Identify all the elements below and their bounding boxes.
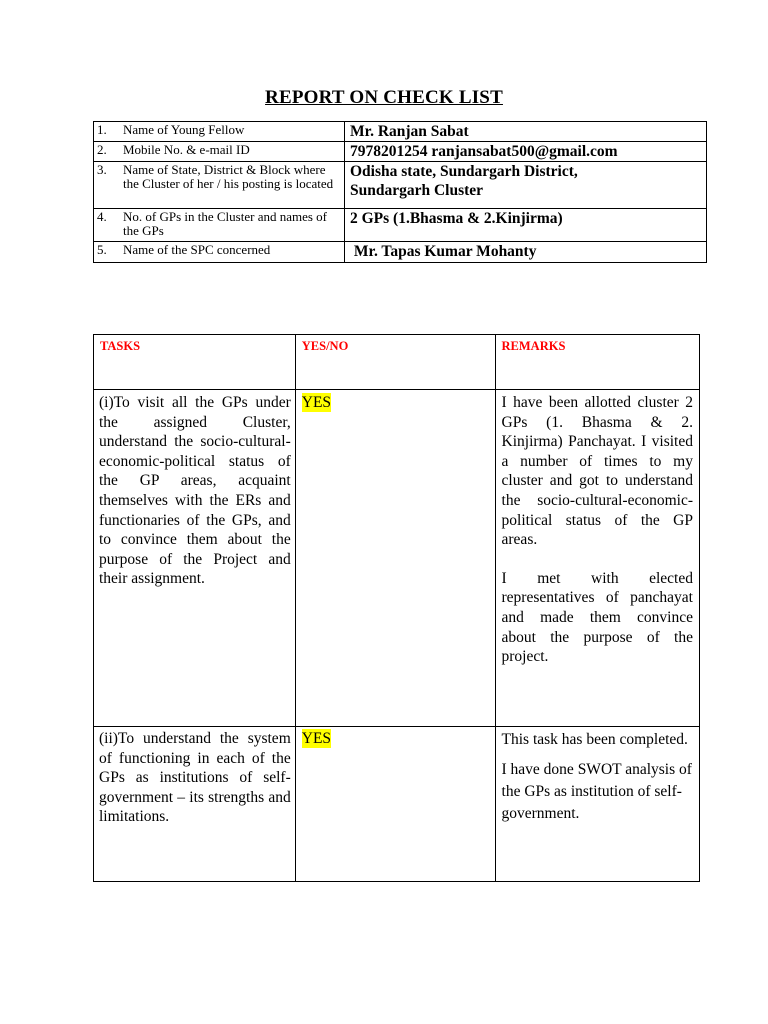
remarks-text: [496, 393, 699, 667]
page-title: REPORT ON CHECK LIST: [265, 87, 503, 108]
remarks-text: [496, 729, 699, 825]
info-row: [94, 209, 707, 242]
remark-paragraph: I have been allotted cluster 2 GPs (1. Bhasma & 2. Kinjirma) Panchayat. I visited a number of times to my cluster and got to understand the socio-cultural-economic-political status of the GP areas.: [501, 394, 693, 549]
gp-details: 2 GPs (1.Bhasma & 2.Kinjirma): [345, 209, 707, 242]
info-row: [94, 122, 707, 142]
row-label: No. of GPs in the Cluster and names of the GPs: [123, 209, 328, 238]
header-yes-no: YES/NO: [295, 335, 495, 390]
task-description: (i)To visit all the GPs under the assigned Cluster, understand the socio-cultural-economic-political status of the GP areas, acquaint themselves with the ERs and functionaries of the GPs, and to convince them about the purpose of the Project and their assignment.: [99, 394, 291, 588]
row-number: 1.: [97, 122, 107, 137]
table-row: [94, 727, 700, 882]
location-line-2: Sundargarh Cluster: [350, 182, 484, 199]
row-label: Name of State, District & Block where the Cluster of her / his posting is located: [123, 162, 334, 191]
tasks-header-row: [94, 335, 700, 390]
row-number: 5.: [97, 242, 107, 257]
row-label: Name of Young Fellow: [123, 122, 245, 137]
remark-paragraph: I have done SWOT analysis of the GPs as institution of self-government.: [501, 761, 692, 822]
fellow-name: Mr. Ranjan Sabat: [345, 122, 707, 142]
header-tasks: TASKS: [94, 335, 296, 390]
row-number: 2.: [97, 142, 107, 157]
info-row: [94, 142, 707, 162]
info-row: [94, 162, 707, 209]
row-label: Name of the SPC concerned: [123, 242, 271, 257]
fellow-info-table: [93, 121, 707, 263]
remark-paragraph: I met with elected representatives of panchayat and made them convince about the purpose of the project.: [501, 569, 693, 666]
task-description: (ii)To understand the system of functioning in each of the GPs as institutions of self-government – its strengths and limitations.: [99, 730, 291, 826]
contact-details: 7978201254 ranjansabat500@gmail.com: [345, 142, 707, 162]
tasks-table: [93, 334, 700, 882]
table-row: [94, 390, 700, 727]
answer-highlight: YES: [301, 730, 332, 747]
location-line-1: Odisha state, Sundargarh District,: [350, 163, 578, 180]
info-row: [94, 242, 707, 263]
location-details: [345, 162, 707, 209]
answer-highlight: YES: [301, 394, 332, 411]
header-remarks: REMARKS: [495, 335, 699, 390]
row-number: 3.: [97, 162, 107, 177]
spc-name: Mr. Tapas Kumar Mohanty: [345, 242, 707, 263]
remark-paragraph: This task has been completed.: [501, 731, 688, 748]
row-label: Mobile No. & e-mail ID: [123, 142, 250, 157]
row-number: 4.: [97, 209, 107, 224]
